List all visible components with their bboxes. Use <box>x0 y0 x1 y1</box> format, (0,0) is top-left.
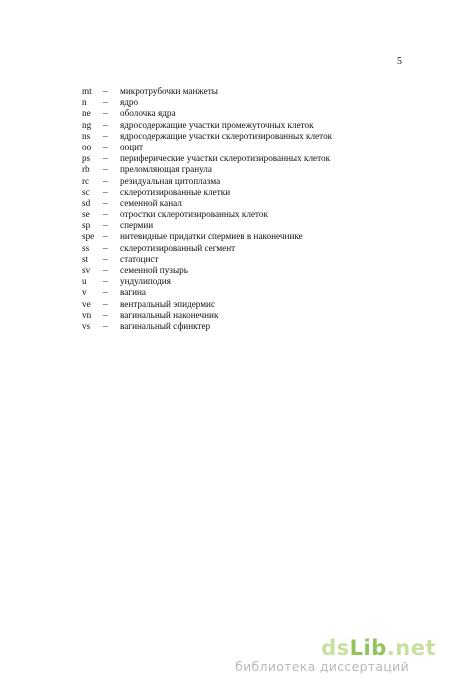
abbreviation-dash: – <box>103 153 108 164</box>
abbreviation-definition: микротрубочки манжеты <box>120 86 218 96</box>
abbreviation-term: u <box>82 276 87 287</box>
abbreviation-dash: – <box>103 197 108 208</box>
abbreviation-dash: – <box>103 220 108 231</box>
abbreviation-term: sc <box>82 186 90 197</box>
abbreviation-definition: семенной пузырь <box>120 265 188 275</box>
abbreviation-definition: статоцист <box>120 253 159 264</box>
abbreviation-term: spe <box>82 231 95 242</box>
abbreviation-definition: ундулиподия <box>120 276 171 287</box>
abbreviation-row <box>82 321 332 332</box>
abbreviation-row <box>82 120 332 131</box>
abbreviation-dash: – <box>103 242 108 253</box>
abbreviation-term: ne <box>82 108 91 119</box>
abbreviation-definition: вагинальный сфинктер <box>120 320 211 331</box>
abbreviation-definition: склеротизированный сегмент <box>120 242 236 253</box>
abbreviation-dash: – <box>103 141 108 152</box>
abbreviation-dash: – <box>103 209 108 220</box>
dslib-logo <box>235 637 436 659</box>
abbreviation-dash: – <box>103 97 108 108</box>
abbreviation-row <box>82 287 332 298</box>
abbreviation-dash: – <box>103 175 108 186</box>
abbreviation-row <box>82 176 332 187</box>
abbreviation-list <box>82 86 332 332</box>
abbreviation-dash: – <box>103 265 108 275</box>
abbreviation-definition: нитевидные придатки спермиев в наконечнике <box>120 231 303 242</box>
abbreviation-term: sd <box>82 197 91 208</box>
abbreviation-term: ve <box>82 298 91 309</box>
abbreviation-row <box>82 310 332 321</box>
abbreviation-row <box>82 254 332 265</box>
abbreviation-definition: ооцит <box>120 141 144 152</box>
abbreviation-dash: – <box>103 298 108 309</box>
abbreviation-term: ng <box>82 119 92 130</box>
logo-part-lib: Lib <box>349 636 387 660</box>
abbreviation-row <box>82 209 332 220</box>
abbreviation-row <box>82 231 332 242</box>
abbreviation-term: mt <box>82 86 92 96</box>
abbreviation-term: st <box>82 253 89 264</box>
abbreviation-dash: – <box>103 276 108 287</box>
abbreviation-dash: – <box>103 186 108 197</box>
abbreviation-term: vn <box>82 309 92 320</box>
abbreviation-definition: отростки склеротизированных клеток <box>120 209 268 220</box>
abbreviation-row <box>82 86 332 97</box>
abbreviation-term: oo <box>82 141 92 152</box>
abbreviation-row <box>82 299 332 310</box>
logo-part-ds: ds <box>321 636 350 660</box>
abbreviation-term: vs <box>82 320 91 331</box>
dslib-watermark <box>235 637 436 674</box>
abbreviation-dash: – <box>103 164 108 175</box>
abbreviation-definition: резидуальная цитоплазма <box>120 175 221 186</box>
abbreviation-dash: – <box>103 119 108 130</box>
abbreviation-dash: – <box>103 253 108 264</box>
abbreviation-term: rc <box>82 175 90 186</box>
abbreviation-dash: – <box>103 86 108 96</box>
abbreviation-row <box>82 97 332 108</box>
abbreviation-row <box>82 265 332 276</box>
abbreviation-row <box>82 164 332 175</box>
abbreviation-definition: склеротизированные клетки <box>120 186 231 197</box>
abbreviation-definition: оболочка ядра <box>120 108 176 119</box>
abbreviation-term: sv <box>82 265 91 275</box>
abbreviation-dash: – <box>103 130 108 141</box>
abbreviation-term: ns <box>82 130 91 141</box>
abbreviation-row <box>82 276 332 287</box>
abbreviation-definition: периферические участки склеротизированных клеток <box>120 153 331 164</box>
abbreviation-term: ss <box>82 242 90 253</box>
abbreviation-definition: ядросодержащие участки склеротизированных клеток <box>120 130 333 141</box>
abbreviation-dash: – <box>103 287 108 298</box>
abbreviation-definition: ядро <box>120 97 139 108</box>
abbreviation-definition: вагина <box>120 287 146 298</box>
logo-part-net: .net <box>386 636 436 660</box>
abbreviation-row <box>82 220 332 231</box>
abbreviation-row <box>82 153 332 164</box>
abbreviation-dash: – <box>103 320 108 331</box>
abbreviation-row <box>82 131 332 142</box>
page-number: 5 <box>397 56 402 67</box>
abbreviation-definition: преломляющая гранула <box>120 164 212 175</box>
abbreviation-row <box>82 108 332 119</box>
abbreviation-row <box>82 187 332 198</box>
abbreviation-row <box>82 142 332 153</box>
abbreviation-definition: вентральный эпидермис <box>120 298 216 309</box>
abbreviation-dash: – <box>103 108 108 119</box>
abbreviation-term: rb <box>82 164 90 175</box>
abbreviation-definition: вагинальный наконечник <box>120 309 219 320</box>
abbreviation-term: sp <box>82 220 91 231</box>
abbreviation-definition: ядросодержащие участки промежуточных клеток <box>120 119 314 130</box>
abbreviation-term: ps <box>82 153 91 164</box>
abbreviation-dash: – <box>103 309 108 320</box>
abbreviation-definition: спермии <box>120 220 154 231</box>
abbreviation-row <box>82 243 332 254</box>
abbreviation-definition: семенной канал <box>120 197 182 208</box>
abbreviation-term: v <box>82 287 87 298</box>
abbreviation-row <box>82 198 332 209</box>
watermark-caption: библиотека диссертаций <box>235 659 410 674</box>
abbreviation-term: se <box>82 209 90 220</box>
abbreviation-term: n <box>82 97 87 108</box>
abbreviation-dash: – <box>103 231 108 242</box>
